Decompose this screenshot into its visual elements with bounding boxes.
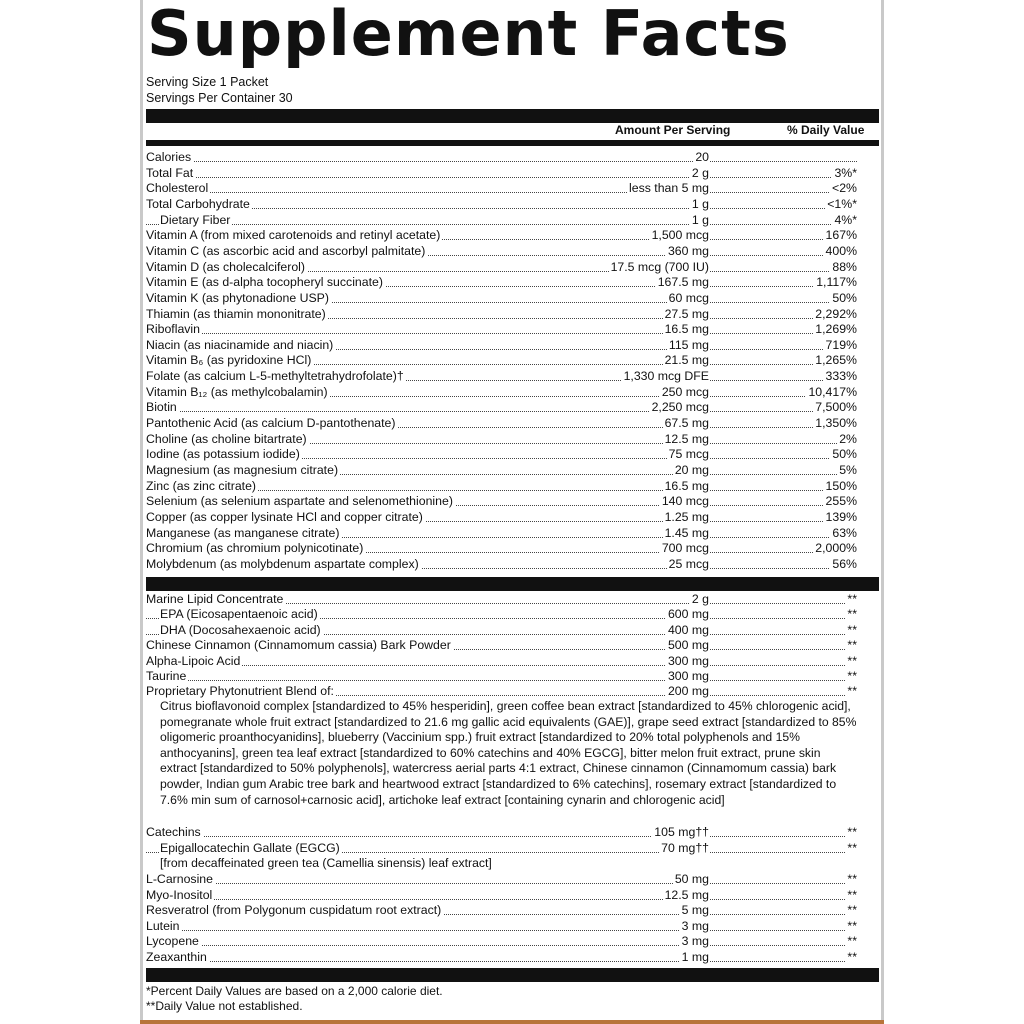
- nutrient-row: Zinc (as zinc citrate) 16.5 mg 150%: [146, 478, 857, 493]
- nutrient-row: L-Carnosine 50 mg **: [146, 872, 857, 886]
- nutrient-row: Folate (as calcium L-5-methyltetrahydrofolate)† 1,330 mcg DFE 333%: [146, 369, 857, 384]
- serving-size: Serving Size 1 Packet: [146, 75, 269, 89]
- nutrient-row: Vitamin K (as phytonadione USP) 60 mcg 50%: [146, 290, 857, 305]
- nutrient-row: Proprietary Phytonutrient Blend of: 200 mg **: [146, 684, 857, 699]
- nutrient-row: Copper (as copper lysinate HCl and copper citrate) 1.25 mg 139%: [146, 509, 857, 524]
- nutrient-row: Cholesterol less than 5 mg <2%: [146, 181, 857, 196]
- nutrient-row-catechins: Catechins 105 mg†† **: [146, 825, 857, 839]
- nutrient-row: Vitamin D (as cholecalciferol) 17.5 mcg (700 IU) 88%: [146, 259, 857, 274]
- nutrient-row: Myo-Inositol 12.5 mg **: [146, 887, 857, 902]
- nutrient-row: Chinese Cinnamon (Cinnamomum cassia) Bark Powder 500 mg **: [146, 638, 857, 653]
- thick-divider-middle: [146, 577, 879, 591]
- blend-description: Citrus bioflavonoid complex [standardized to 45% hesperidin], green coffee bean extract [standardized to 45% chlorogenic acid], pomegranate whole fruit extract [standardized to 21.6 mg gallic acid equivalents (GAE)], grape seed extract [standardized to 85% oligomeric proanthocyanidins], blueberry (Vaccinium spp.) fruit extract [standardized to 20% total polyphenols and 15% anthocyanins], green tea leaf extract [standardized to 60% catechins and 40% EGCG], bitter melon fruit extract, prune skin extract [standardized to 50% polyphenols], watercress aerial parts 4:1 extract, Chinese cinnamon (Cinnamomum cassia) bark powder, Indian gum Arabic tree bark and heartwood extract [standardized to 6% catechins], rosemary extract [standardized to 7.6% min sum of carnosol+carnosic acid], artichoke leaf extract [containing cynarin and chlorogenic acid]: [160, 699, 857, 807]
- nutrient-row: Total Carbohydrate 1 g <1%*: [146, 196, 857, 211]
- nutrient-row: Thiamin (as thiamin mononitrate) 27.5 mg 2,292%: [146, 306, 857, 321]
- nutrient-row: Biotin 2,250 mcg 7,500%: [146, 400, 857, 415]
- nutrient-row: Lycopene 3 mg **: [146, 934, 857, 949]
- footnote-not-established: **Daily Value not established.: [146, 999, 303, 1013]
- nutrient-row: Zeaxanthin 1 mg **: [146, 950, 857, 964]
- column-header-daily-value: % Daily Value: [787, 123, 865, 137]
- nutrient-row: Lutein 3 mg **: [146, 918, 857, 933]
- right-border: [881, 0, 884, 1024]
- supplement-facts-panel: [143, 0, 881, 1024]
- nutrient-row-egcg: Epigallocatechin Gallate (EGCG) 70 mg†† **: [146, 841, 879, 857]
- nutrient-row: Alpha-Lipoic Acid 300 mg **: [146, 653, 857, 668]
- nutrient-row: Pantothenic Acid (as calcium D-pantothenate) 67.5 mg 1,350%: [146, 416, 857, 431]
- nutrient-row: Vitamin B₆ (as pyridoxine HCl) 21.5 mg 1,265%: [146, 353, 857, 368]
- nutrient-row: Vitamin B₁₂ (as methylcobalamin) 250 mcg 10,417%: [146, 384, 857, 399]
- divider-header: [146, 140, 879, 146]
- nutrient-row: Chromium (as chromium polynicotinate) 700 mcg 2,000%: [146, 541, 857, 556]
- nutrient-row: Iodine (as potassium iodide) 75 mcg 50%: [146, 447, 857, 462]
- nutrient-row: Marine Lipid Concentrate 2 g **: [146, 592, 857, 606]
- nutrient-row: Dietary Fiber 1 g 4%*: [146, 213, 879, 229]
- footnote-daily-value: *Percent Daily Values are based on a 2,000 calorie diet.: [146, 984, 443, 998]
- panel-title: Supplement Facts: [147, 0, 790, 70]
- nutrient-row: Vitamin C (as ascorbic acid and ascorbyl palmitate) 360 mg 400%: [146, 243, 857, 258]
- nutrient-row: Niacin (as niacinamide and niacin) 115 mg 719%: [146, 337, 857, 352]
- nutrient-row: EPA (Eicosapentaenoic acid) 600 mg **: [146, 607, 879, 623]
- servings-per-container: Servings Per Container 30: [146, 91, 293, 105]
- nutrient-row: Riboflavin 16.5 mg 1,269%: [146, 322, 857, 337]
- nutrient-row: Total Fat 2 g 3%*: [146, 165, 857, 180]
- nutrient-row: Molybdenum (as molybdenum aspartate complex) 25 mcg 56%: [146, 556, 857, 571]
- nutrient-row: Vitamin A (from mixed carotenoids and retinyl acetate) 1,500 mcg 167%: [146, 228, 857, 243]
- nutrient-row: Choline (as choline bitartrate) 12.5 mg 2%: [146, 431, 857, 446]
- bottom-accent-line: [140, 1020, 884, 1024]
- nutrient-row: Selenium (as selenium aspartate and selenomethionine) 140 mcg 255%: [146, 494, 857, 509]
- nutrient-row: Resveratrol (from Polygonum cuspidatum root extract) 5 mg **: [146, 903, 857, 918]
- nutrient-row: Taurine 300 mg **: [146, 669, 857, 683]
- thick-divider-top: [146, 109, 879, 123]
- nutrient-row: Magnesium (as magnesium citrate) 20 mg 5%: [146, 463, 857, 477]
- nutrient-row: DHA (Docosahexaenoic acid) 400 mg **: [146, 623, 879, 639]
- egcg-source: [from decaffeinated green tea (Camellia sinensis) leaf extract]: [160, 856, 492, 870]
- thick-divider-bottom: [146, 968, 879, 982]
- column-header-amount: Amount Per Serving: [615, 123, 731, 137]
- nutrient-row: Calories 20: [146, 150, 879, 166]
- nutrient-row: Vitamin E (as d-alpha tocopheryl succinate) 167.5 mg 1,117%: [146, 275, 857, 290]
- nutrient-row: Manganese (as manganese citrate) 1.45 mg 63%: [146, 525, 857, 540]
